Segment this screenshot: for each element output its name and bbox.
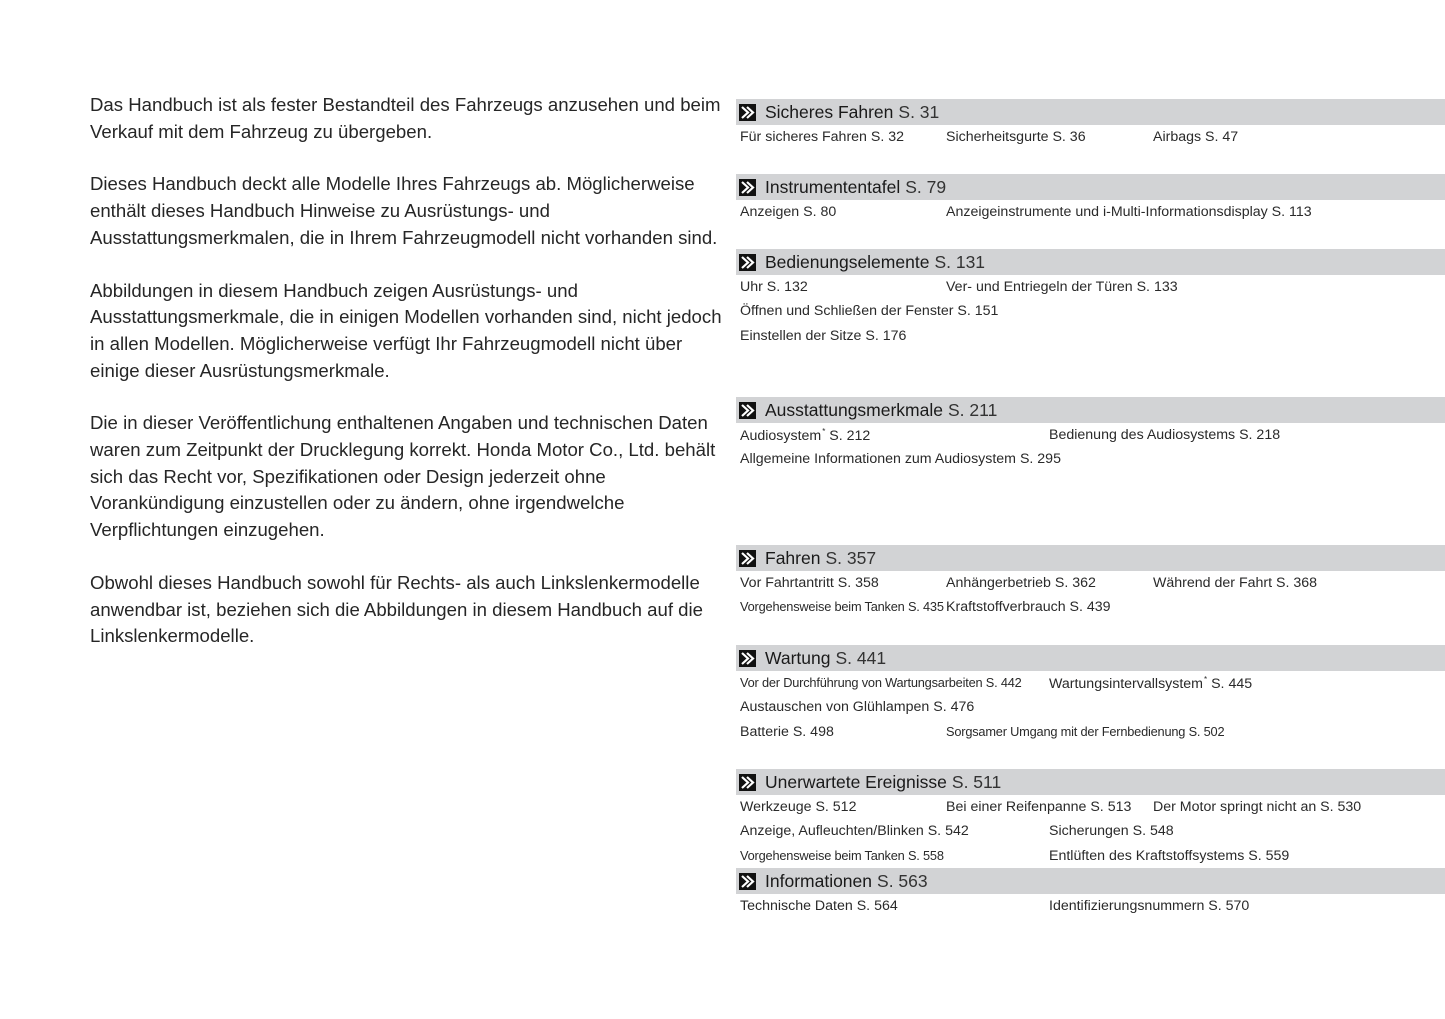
toc-link[interactable]: Kraftstoffverbrauch S. 439 — [946, 599, 1111, 616]
toc-link[interactable]: Identifizierungsnummern S. 570 — [1049, 898, 1250, 914]
toc-row — [736, 671, 1445, 695]
toc-link[interactable]: Allgemeine Informationen zum Audiosystem S. 295 — [740, 451, 1061, 468]
toc-link[interactable]: Ver- und Entriegeln der Türen S. 133 — [946, 279, 1178, 295]
arrow-right-icon — [739, 104, 756, 121]
toc-section-header[interactable] — [736, 545, 1445, 571]
toc-section-ausstattungsmerkmale — [736, 397, 1445, 472]
intro-paragraph: Abbildungen in diesem Handbuch zeigen Ausrüstungs- und Ausstattungsmerkmale, die in einigen Modellen vorhanden sind, nicht jedoch in allen Modellen. Möglicherweise verfügt Ihr Fahrzeugmodell nicht über einige dieser Ausrüstungsmerkmale. — [90, 279, 722, 381]
toc-link[interactable]: Vor Fahrtantritt S. 358 — [740, 575, 879, 591]
toc-row — [736, 447, 1445, 471]
toc-row — [736, 275, 1445, 299]
toc-section-page: S. 31 — [898, 101, 940, 122]
intro-paragraph: Die in dieser Veröffentlichung enthaltenen Angaben und technischen Daten waren zum Zeitpunkt der Drucklegung korrekt. Honda Motor Co., Ltd. behält sich das Recht vor, Spezifikationen oder Design jederzeit ohne Vorankündigung einzustellen oder zu ändern, ohne irgendwelche Verpflichtungen einzugehen. — [90, 412, 716, 541]
toc-link-page: S. 212 — [829, 428, 871, 444]
toc-link[interactable]: Vorgehensweise beim Tanken S. 558 — [740, 847, 944, 863]
toc-link[interactable]: Uhr S. 132 — [740, 279, 808, 295]
toc-section-informationen — [736, 868, 1445, 918]
toc-row — [736, 844, 1445, 868]
toc-section-title: Unerwartete Ereignisse — [765, 771, 947, 792]
toc-link[interactable]: Öffnen und Schließen der Fenster S. 151 — [740, 303, 999, 320]
toc-section-header[interactable] — [736, 174, 1445, 200]
toc-link[interactable]: Technische Daten S. 564 — [740, 898, 898, 914]
toc-section-instrumententafel — [736, 174, 1445, 224]
toc-link[interactable] — [1049, 675, 1252, 692]
toc-link[interactable]: Bei einer Reifenpanne S. 513 — [946, 799, 1132, 815]
toc-section-fahren — [736, 545, 1445, 620]
toc-section-page: S. 441 — [835, 647, 887, 668]
toc-link[interactable]: Für sicheres Fahren S. 32 — [740, 129, 905, 145]
toc-section-bedienungselemente — [736, 249, 1445, 348]
toc-section-page: S. 211 — [948, 399, 998, 420]
arrow-right-icon — [739, 254, 756, 271]
toc-row — [736, 324, 1445, 348]
toc-row — [736, 200, 1445, 224]
toc-link-page: S. 445 — [1211, 676, 1253, 692]
toc-link[interactable]: Der Motor springt nicht an S. 530 — [1153, 799, 1362, 815]
toc-section-header[interactable] — [736, 769, 1445, 795]
toc-link-label: Wartungsintervallsystem — [1049, 676, 1204, 692]
intro-paragraph: Obwohl dieses Handbuch sowohl für Rechts- als auch Linkslenkermodelle anwendbar ist, beziehen sich die Abbildungen in diesem Handbuch auf die Linkslenkermodelle. — [90, 571, 703, 647]
toc-link-label: Audiosystem — [740, 428, 822, 444]
toc-section-title: Sicheres Fahren — [765, 101, 894, 122]
toc-link[interactable]: Einstellen der Sitze S. 176 — [740, 327, 907, 344]
toc-section-title: Wartung — [765, 647, 831, 668]
arrow-right-icon — [739, 402, 756, 419]
toc-section-page: S. 131 — [934, 251, 986, 272]
toc-section-wartung — [736, 645, 1445, 744]
toc-section-page: S. 511 — [951, 771, 1002, 792]
toc-row — [736, 695, 1445, 719]
toc-section-page: S. 563 — [877, 870, 928, 891]
toc-row — [736, 571, 1445, 595]
toc-link[interactable]: Während der Fahrt S. 368 — [1153, 575, 1318, 591]
toc-row — [736, 125, 1445, 149]
model-marker: * — [1204, 675, 1208, 684]
toc-link[interactable]: Bedienung des Audiosystems S. 218 — [1049, 427, 1281, 443]
toc-link[interactable]: Anzeigeinstrumente und i-Multi-Informationsdisplay S. 113 — [946, 204, 1312, 220]
toc-section-header[interactable] — [736, 397, 1445, 423]
toc-link[interactable]: Anzeige, Aufleuchten/Blinken S. 542 — [740, 823, 969, 840]
toc-section-page: S. 357 — [825, 547, 877, 568]
toc-section-header[interactable] — [736, 868, 1445, 894]
toc-row — [736, 720, 1445, 744]
toc-link[interactable]: Anhängerbetrieb S. 362 — [946, 575, 1096, 591]
arrow-right-icon — [739, 650, 756, 667]
model-marker: * — [822, 427, 826, 436]
toc-row — [736, 819, 1445, 843]
toc-section-header[interactable] — [736, 645, 1445, 671]
toc-row — [736, 894, 1445, 918]
toc-link[interactable]: Batterie S. 498 — [740, 723, 834, 740]
intro-text — [90, 92, 725, 676]
toc-section-title: Bedienungselemente — [765, 251, 930, 272]
toc-section-page: S. 79 — [905, 176, 947, 197]
toc-section-sicheres-fahren — [736, 99, 1445, 149]
toc-link[interactable]: Sicherungen S. 548 — [1049, 823, 1174, 840]
toc-section-title: Instrumententafel — [765, 176, 901, 197]
toc-link[interactable]: Sicherheitsgurte S. 36 — [946, 129, 1086, 145]
toc-section-header[interactable] — [736, 249, 1445, 275]
toc-link[interactable]: Vor der Durchführung von Wartungsarbeiten S. 442 — [740, 675, 1022, 690]
toc-link[interactable]: Airbags S. 47 — [1153, 129, 1239, 145]
toc-section-unerwartete-ereignisse — [736, 769, 1445, 868]
intro-paragraph: Das Handbuch ist als fester Bestandteil des Fahrzeugs anzusehen und beim Verkauf mit dem Fahrzeug zu übergeben. — [90, 94, 721, 142]
toc-section-title: Fahren — [765, 547, 821, 568]
toc-link[interactable]: Entlüften des Kraftstoffsystems S. 559 — [1049, 847, 1290, 864]
toc-section-title: Informationen — [765, 870, 873, 891]
arrow-right-icon — [739, 774, 756, 791]
toc-section-title: Ausstattungsmerkmale — [765, 399, 943, 420]
toc-link[interactable]: Sorgsamer Umgang mit der Fernbedienung S. 502 — [946, 723, 1225, 739]
arrow-right-icon — [739, 550, 756, 567]
toc-link[interactable]: Anzeigen S. 80 — [740, 204, 837, 220]
arrow-right-icon — [739, 179, 756, 196]
intro-paragraph: Dieses Handbuch deckt alle Modelle Ihres Fahrzeugs ab. Möglicherweise enthält dieses Handbuch Hinweise zu Ausrüstungs- und Ausstattungsmerkmalen, die in Ihrem Fahrzeugmodell nicht vorhanden sind. — [90, 173, 718, 248]
toc-link[interactable]: Werkzeuge S. 512 — [740, 799, 857, 815]
toc-link[interactable] — [740, 427, 870, 444]
toc-link[interactable]: Vorgehensweise beim Tanken S. 435 — [740, 599, 944, 615]
toc-section-header[interactable] — [736, 99, 1445, 125]
toc-row — [736, 595, 1445, 619]
toc-row — [736, 795, 1445, 819]
toc-link[interactable]: Austauschen von Glühlampen S. 476 — [740, 699, 975, 716]
toc-row — [736, 423, 1445, 447]
toc-row — [736, 299, 1445, 323]
arrow-right-icon — [739, 873, 756, 890]
